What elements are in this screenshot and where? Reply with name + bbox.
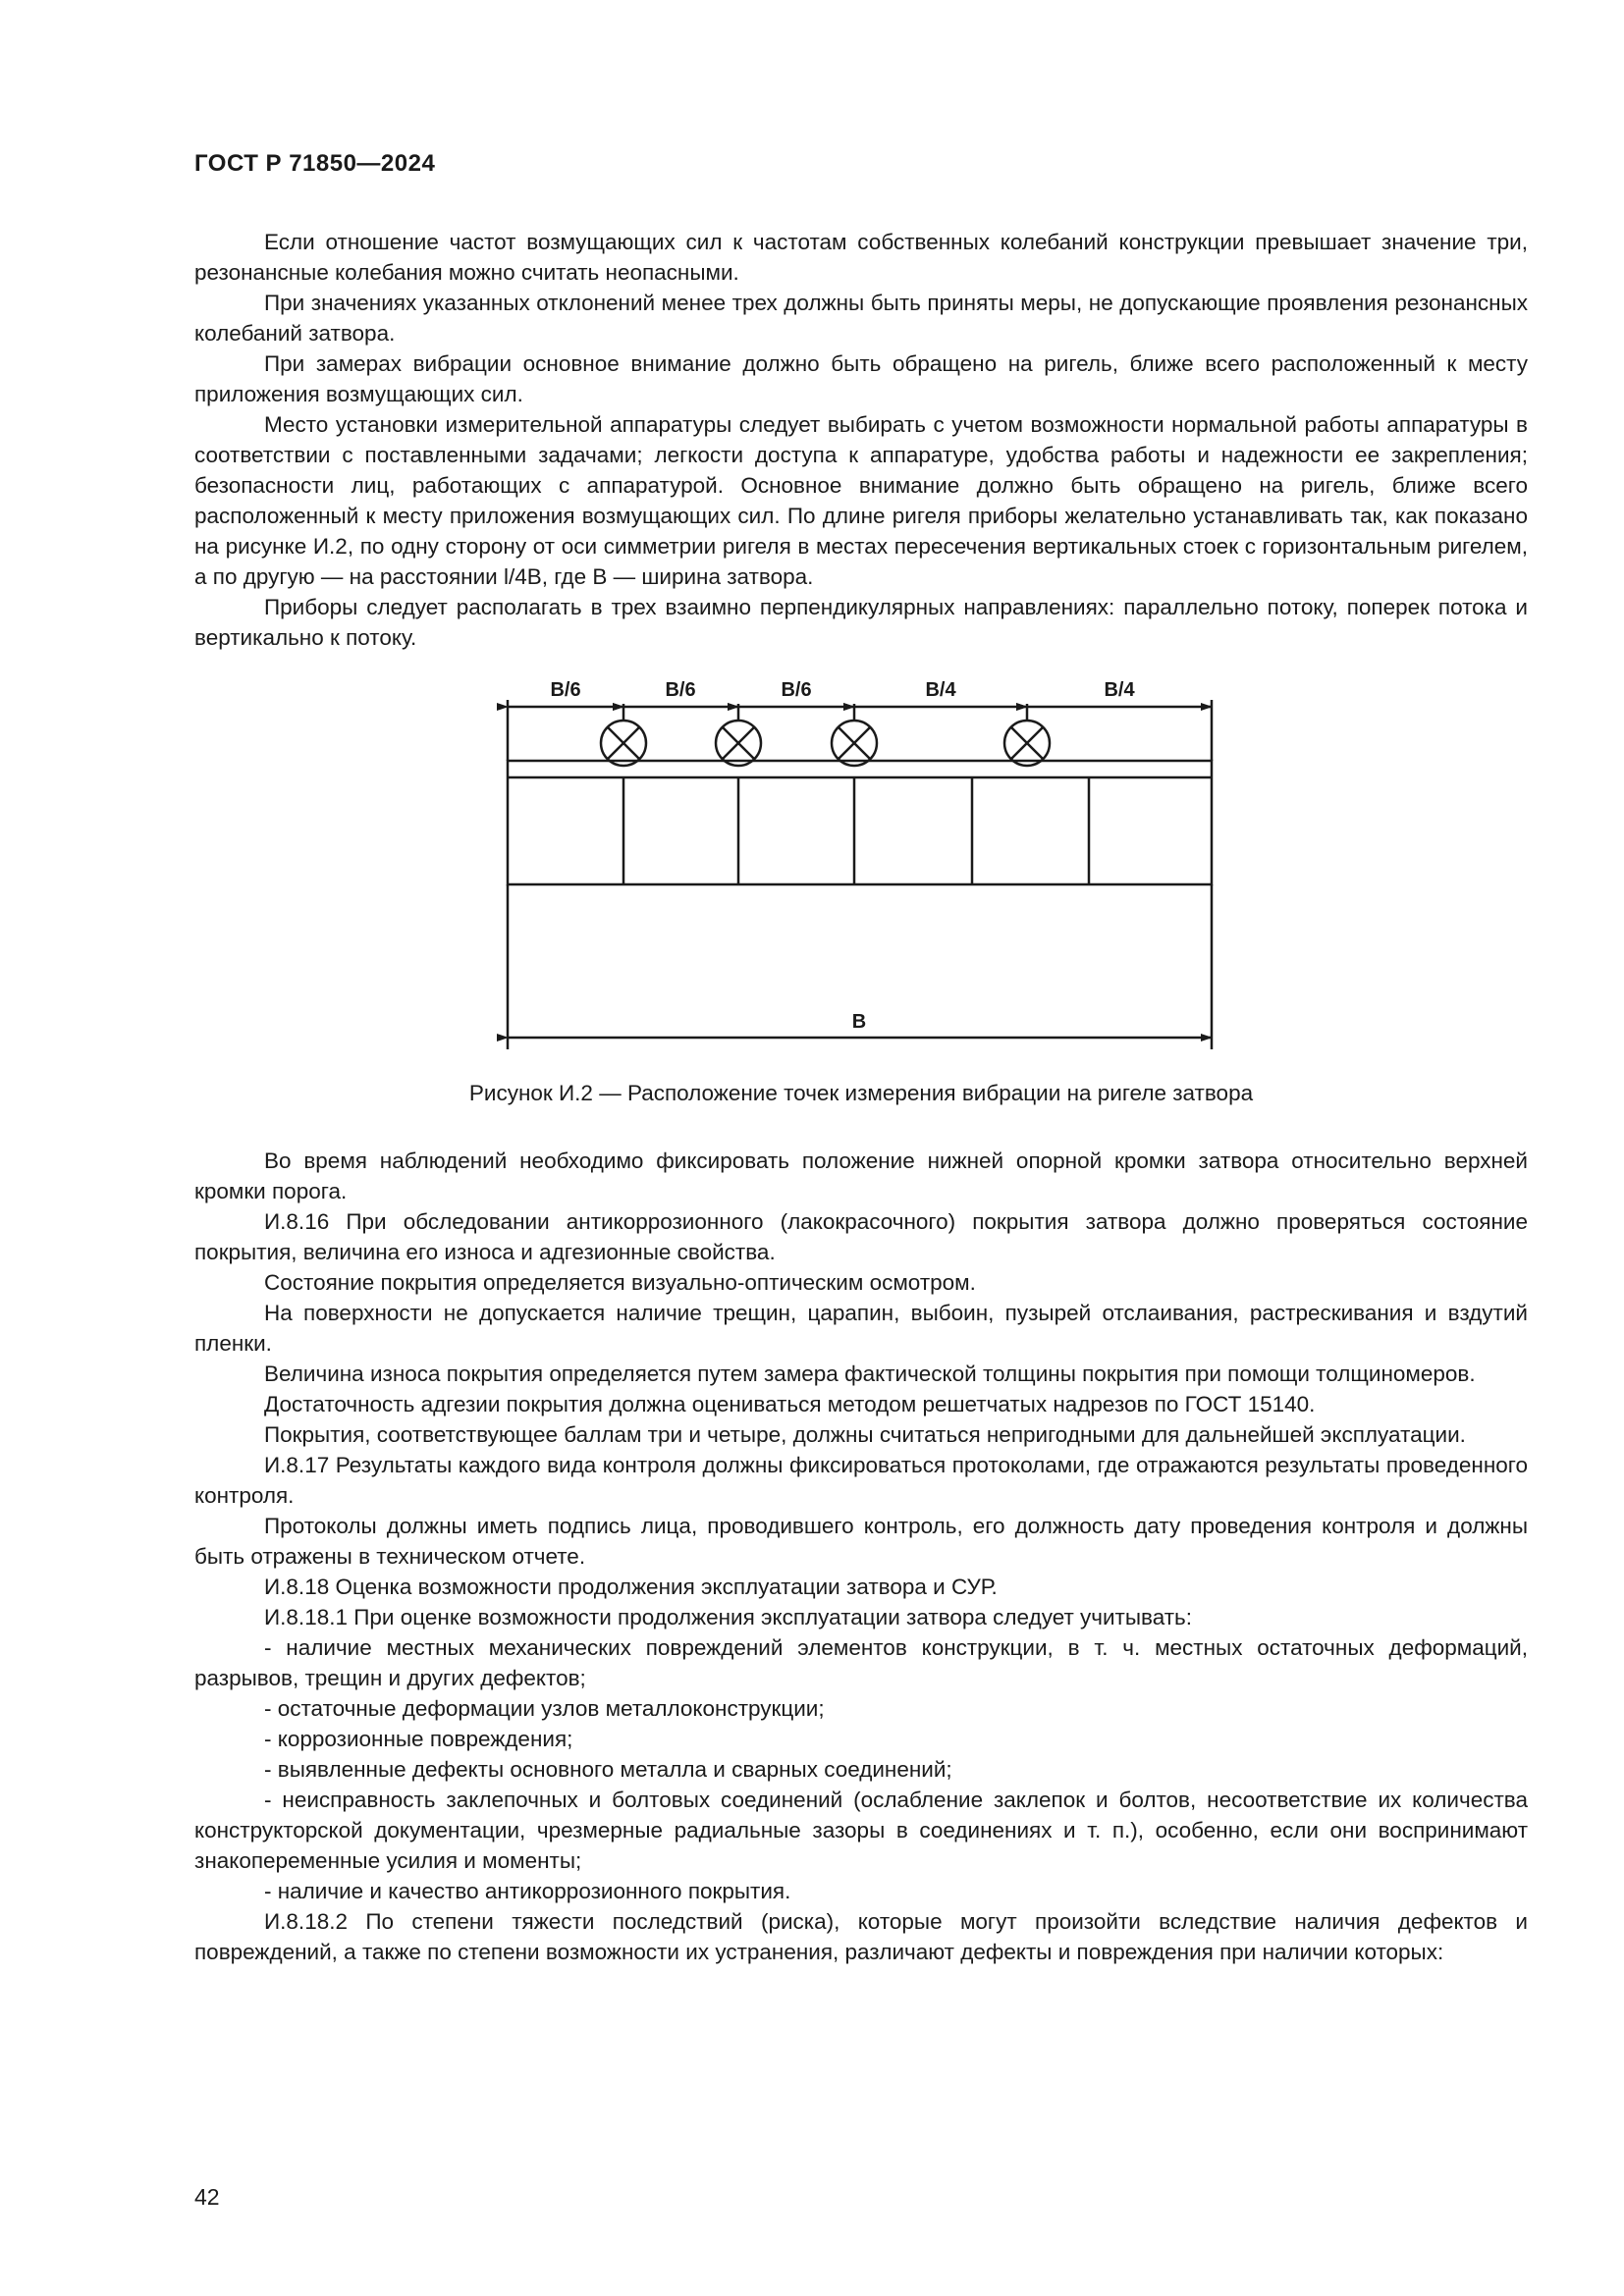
list-item: - остаточные деформации узлов металлоконструкции; <box>264 1696 825 1721</box>
paragraph: И.8.18.2 По степени тяжести последствий (риска), которые могут произойти вследствие наличия дефектов и повреждений, а также по степени возможности их устранения, различают дефекты и повреждения при наличии которых: <box>194 1909 1528 1964</box>
paragraph: На поверхности не допускается наличие трещин, царапин, выбоин, пузырей отслаивания, растрескивания и вздутий пленки. <box>194 1301 1528 1356</box>
total-width-label: B <box>851 1011 867 1033</box>
paragraph: И.8.16 При обследовании антикоррозионного (лакокрасочного) покрытия затвора должно проверяться состояние покрытия, величина его износа и адгезионные свойства. <box>194 1209 1528 1264</box>
gate-crossbar-diagram <box>496 665 1222 1057</box>
dimension-label: B/6 <box>781 679 812 701</box>
dimension-label: B/4 <box>1104 679 1135 701</box>
paragraph: Если отношение частот возмущающих сил к частотам собственных колебаний конструкции превышает значение три, резонансные колебания можно считать неопасными. <box>194 230 1528 285</box>
figure-i2-diagram <box>496 665 1222 1057</box>
body-text-top <box>194 227 1528 653</box>
sensor-icon <box>601 721 646 766</box>
paragraph: При замерах вибрации основное внимание должно быть обращено на ригель, ближе всего расположенный к месту приложения возмущающих сил. <box>194 351 1528 406</box>
sensor-icon <box>832 721 877 766</box>
paragraph: Величина износа покрытия определяется путем замера фактической толщины покрытия при помощи толщиномеров. <box>264 1362 1476 1386</box>
dimension-label: B/4 <box>925 679 956 701</box>
paragraph: Покрытия, соответствующее баллам три и четыре, должны считаться непригодными для дальнейшей эксплуатации. <box>264 1422 1466 1447</box>
paragraph: Во время наблюдений необходимо фиксировать положение нижней опорной кромки затвора относительно верхней кромки порога. <box>194 1148 1528 1203</box>
document-header: ГОСТ Р 71850—2024 <box>194 150 436 177</box>
page-number: 42 <box>194 2184 220 2210</box>
dimension-label: B/6 <box>665 679 696 701</box>
paragraph: Достаточность адгезии покрытия должна оцениваться методом решетчатых надрезов по ГОСТ 15140. <box>264 1392 1316 1416</box>
section-heading: И.8.18 Оценка возможности продолжения эксплуатации затвора и СУР. <box>264 1575 998 1599</box>
list-item: - выявленные дефекты основного металла и сварных соединений; <box>264 1757 952 1782</box>
list-item: - неисправность заклепочных и болтовых соединений (ослабление заклепок и болтов, несоответствие их количества конструкторской документации, чрезмерные радиальные зазоры в соединениях и т. п.), особенно, если они воспринимают знакопеременные усилия и моменты; <box>194 1788 1528 1873</box>
paragraph: Приборы следует располагать в трех взаимно перпендикулярных направлениях: параллельно потоку, поперек потока и вертикально к потоку. <box>194 595 1528 650</box>
sensor-icon <box>716 721 761 766</box>
body-text-bottom <box>194 1146 1528 1967</box>
gate-frame <box>508 761 1212 884</box>
figure-caption: Рисунок И.2 — Расположение точек измерения вибрации на ригеле затвора <box>468 1081 1254 1105</box>
paragraph: И.8.18.1 При оценке возможности продолжения эксплуатации затвора следует учитывать: <box>264 1605 1193 1629</box>
paragraph: И.8.17 Результаты каждого вида контроля должны фиксироваться протоколами, где отражаются результаты проведенного контроля. <box>194 1453 1528 1508</box>
list-item: - коррозионные повреждения; <box>264 1727 573 1751</box>
list-item: - наличие и качество антикоррозионного покрытия. <box>264 1879 791 1903</box>
paragraph: Место установки измерительной аппаратуры следует выбирать с учетом возможности нормальной работы аппаратуры в соответствии с поставленными задачами; легкости доступа к аппаратуре, удобства работы и надежности ее закрепления; безопасности лиц, работающих с аппаратурой. Основное внимание должно быть обращено на ригель, ближе всего расположенный к месту приложения возмущающих сил. По длине ригеля приборы желательно устанавливать так, как показано на рисунке И.2, по одну сторону от оси симметрии ригеля в местах пересечения вертикальных стоек с горизонтальным ригелем, а по другую — на расстоянии l/4B, где B — ширина затвора. <box>194 412 1528 589</box>
paragraph: Протоколы должны иметь подпись лица, проводившего контроль, его должность дату проведения контроля и должны быть отражены в техническом отчете. <box>194 1514 1528 1569</box>
list-item: - наличие местных механических повреждений элементов конструкции, в т. ч. местных остаточных деформаций, разрывов, трещин и других дефектов; <box>194 1635 1528 1690</box>
dimension-label: B/6 <box>550 679 581 701</box>
sensor-icon <box>1004 721 1050 766</box>
paragraph: При значениях указанных отклонений менее трех должны быть приняты меры, не допускающие проявления резонансных колебаний затвора. <box>194 291 1528 346</box>
paragraph: Состояние покрытия определяется визуально-оптическим осмотром. <box>264 1270 976 1295</box>
